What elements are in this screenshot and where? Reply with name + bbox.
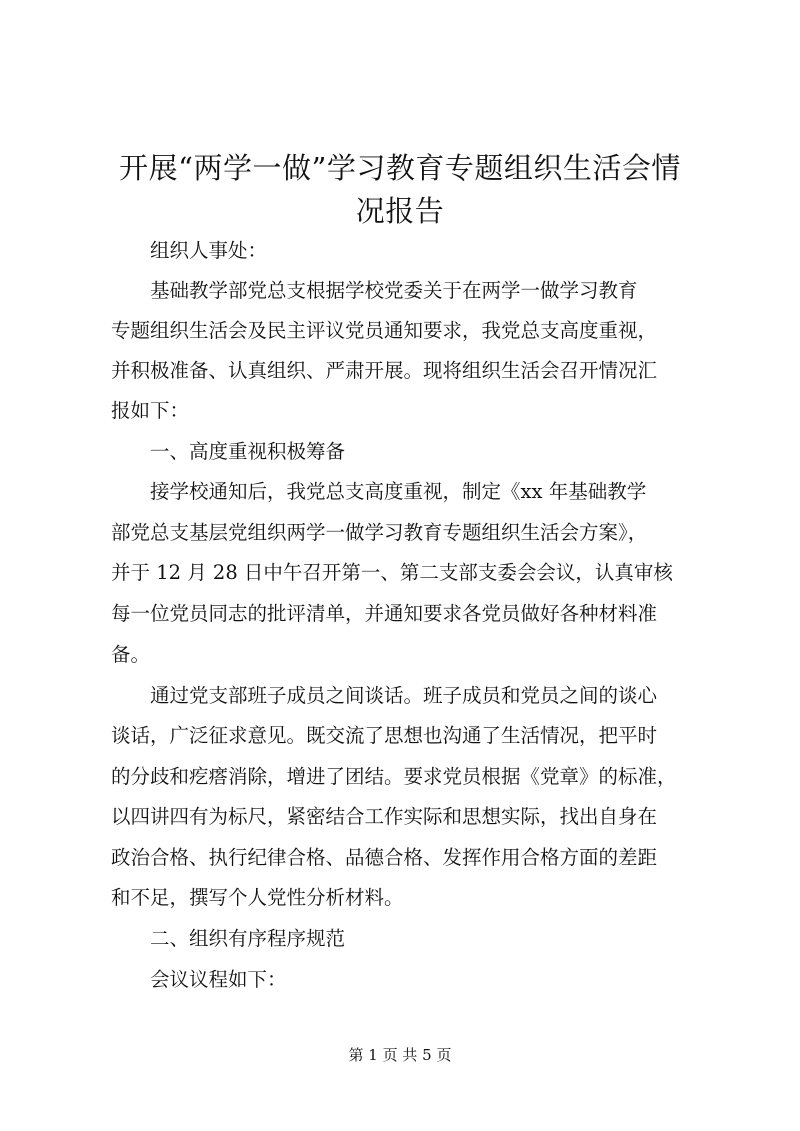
text-line: 会议议程如下： (111, 968, 287, 991)
text-line: 基础教学部党总支根据学校党委关于在两学一做学习教育 (111, 279, 638, 302)
page-number-footer: 第 1 页 共 5 页 (348, 1046, 452, 1064)
text-line: 并积极准备、认真组织、严肃开展。现将组织生活会召开情况汇 (111, 359, 658, 382)
text-line: 谈话，广泛征求意见。既交流了思想也沟通了生活情况，把平时 (111, 724, 658, 747)
text-line: 以四讲四有为标尺，紧密结合工作实际和思想实际，找出自身在 (111, 805, 658, 828)
text-line: 接学校通知后，我党总支高度重视，制定《xx 年基础教学 (111, 480, 647, 503)
document-title-line-1: 开展“两学一做”学习教育专题组织生活会情 (119, 151, 681, 185)
section-heading: 二、组织有序程序规范 (111, 927, 346, 950)
text-line: 备。 (111, 643, 151, 666)
text-line: 的分歧和疙瘩消除，增进了团结。要求党员根据《党章》的标准， (111, 765, 677, 788)
text-line: 每一位党员同志的批评清单，并通知要求各党员做好各种材料准 (111, 602, 658, 625)
text-line: 和不足，撰写个人党性分析材料。 (111, 886, 404, 909)
text-line: 通过党支部班子成员之间谈话。班子成员和党员之间的谈心 (111, 684, 658, 707)
section-heading: 一、高度重视积极筹备 (111, 440, 346, 463)
text-line: 专题组织生活会及民主评议党员通知要求，我党总支高度重视， (111, 319, 658, 342)
text-line: 并于 12 月 28 日中午召开第一、第二支部支委会会议，认真审核 (111, 561, 673, 584)
document-title-line-2: 况报告 (355, 194, 445, 228)
text-line: 部党总支基层党组织两学一做学习教育专题组织生活会方案》， (111, 521, 648, 544)
text-line: 报如下： (111, 399, 190, 422)
text-line: 组织人事处： (111, 239, 268, 262)
text-line: 政治合格、执行纪律合格、品德合格、发挥作用合格方面的差距 (111, 846, 658, 869)
